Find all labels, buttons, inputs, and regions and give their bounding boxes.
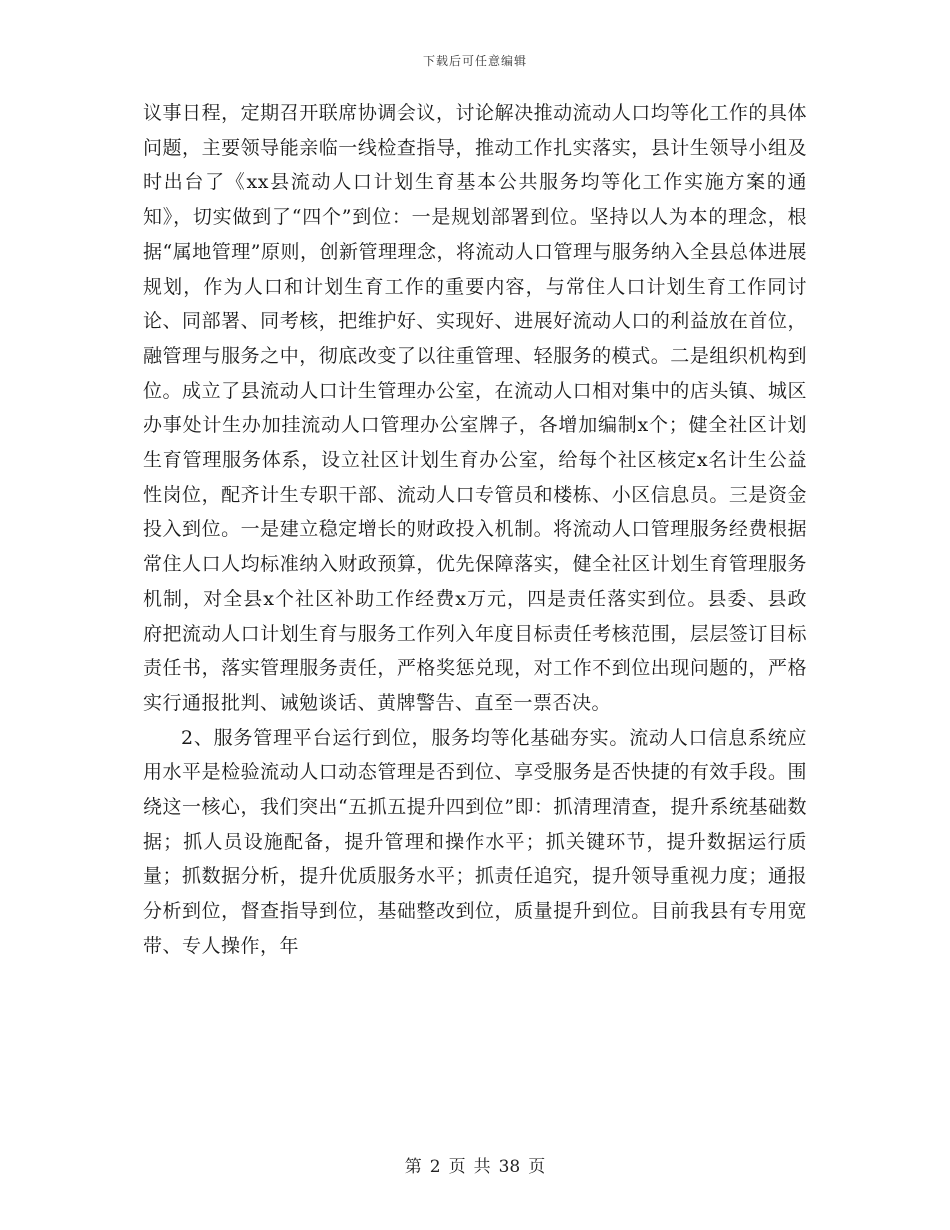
paragraph-section-2: 2、服务管理平台运行到位，服务均等化基础夯实。流动人口信息系统应用水平是检验流动人口动态管理是否到位、享受服务是否快捷的有效手段。围绕这一核心，我们突出“五抓五提升四到位”即：抓清理清查，提升系统基础数据；抓人员设施配备，提升管理和操作水平；抓关键环节，提升数据运行质量；抓数据分析，提升优质服务水平；抓责任追究，提升领导重视力度；通报分析到位，督查指导到位，基础整改到位，质量提升到位。目前我县有专用宽带、专人操作，年 [143,726,807,957]
footer-page-word: 页 [448,1157,466,1177]
footer-suffix: 页 [528,1157,546,1177]
document-body [143,96,807,964]
footer-prefix: 第 [404,1157,422,1177]
page-header-note: 下载后可任意编辑 [422,54,527,68]
footer-total-pages: 38 [498,1157,521,1177]
paragraph-continued: 议事日程，定期召开联席协调会议，讨论解决推动流动人口均等化工作的具体问题，主要领导能亲临一线检查指导，推动工作扎实落实，县计生领导小组及时出台了《xx县流动人口计划生育基本公共服务均等化工作实施方案的通知》，切实做到了“四个”到位：一是规划部署到位。坚持以人为本的理念，根据“属地管理”原则，创新管理理念，将流动人口管理与服务纳入全县总体进展规划，作为人口和计划生育工作的重要内容，与常住人口计划生育工作同讨论、同部署、同考核，把维护好、实现好、进展好流动人口的利益放在首位，融管理与服务之中，彻底改变了以往重管理、轻服务的模式。二是组织机构到位。成立了县流动人口计生管理办公室，在流动人口相对集中的店头镇、城区办事处计生办加挂流动人口管理办公室牌子，各增加编制x个；健全社区计划生育管理服务体系，设立社区计划生育办公室，给每个社区核定x名计生公益性岗位，配齐计生专职干部、流动人口专管员和楼栋、小区信息员。三是资金投入到位。一是建立稳定增长的财政投入机制。将流动人口管理服务经费根据常住人口人均标准纳入财政预算，优先保障落实，健全社区计划生育管理服务机制，对全县x个社区补助工作经费x万元，四是责任落实到位。县委、县政府把流动人口计划生育与服务工作列入年度目标责任考核范围，层层签订目标责任书，落实管理服务责任，严格奖惩兑现，对工作不到位出现问题的，严格实行通报批判、诫勉谈话、黄牌警告、直至一票否决。 [143,102,807,714]
footer-total-prefix: 共 [473,1157,491,1177]
footer-current-page: 2 [429,1157,441,1177]
page-footer [0,1152,950,1177]
